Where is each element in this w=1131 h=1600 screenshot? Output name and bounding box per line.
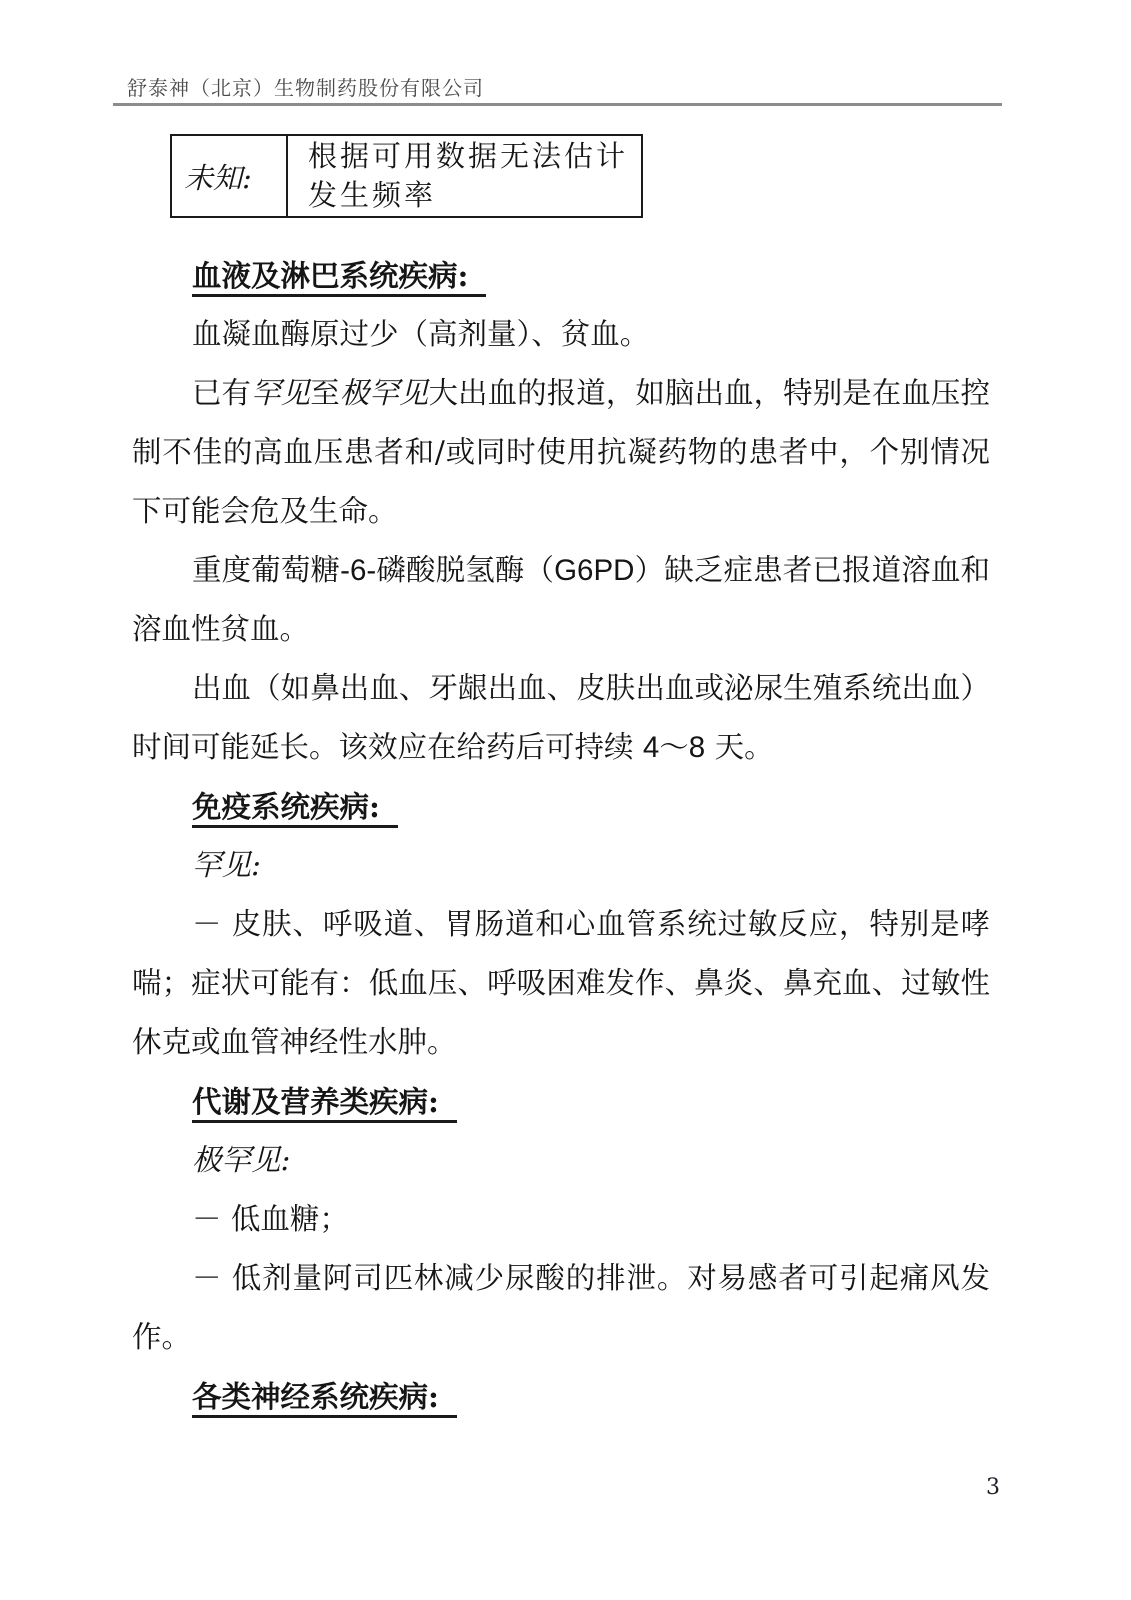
- text-run: 已有: [192, 376, 252, 410]
- document-body: [132, 128, 990, 1426]
- heading-underlined-text: [192, 1084, 457, 1123]
- paragraph: [132, 659, 990, 777]
- text-blocks: [132, 246, 990, 1426]
- text-run: 磷酸脱氢酶（: [376, 553, 555, 587]
- frequency-table: [170, 134, 643, 218]
- header-divider: [113, 103, 1002, 106]
- section-heading: [132, 777, 990, 836]
- frequency-term-cell: 未知:: [171, 135, 287, 217]
- text-run: 罕见:: [192, 848, 261, 882]
- text-run: 免疫系统疾病:: [192, 789, 380, 824]
- paragraph: [132, 895, 990, 1072]
- section-heading: [132, 1072, 990, 1131]
- section-heading: [132, 246, 990, 305]
- heading-underlined-text: [192, 1379, 457, 1418]
- text-run: 至: [310, 376, 340, 410]
- text-run: 代谢及营养类疾病:: [192, 1084, 439, 1119]
- paragraph: [132, 836, 990, 895]
- heading-underlined-text: [192, 789, 398, 828]
- paragraph: [132, 364, 990, 541]
- text-run: 天。: [705, 730, 774, 764]
- paragraph: [132, 541, 990, 659]
- text-run: 极罕见: [339, 376, 429, 410]
- text-run: 4～8: [642, 731, 706, 764]
- paragraph: [132, 305, 990, 364]
- text-run: 极罕见:: [192, 1143, 291, 1177]
- frequency-table-row: [171, 135, 642, 217]
- text-run: 罕见: [251, 376, 311, 410]
- text-run: 出血（如鼻出血、牙龈出血、皮肤出血或泌尿生殖系统出血）时间可能延长。该效应在给药后可持续: [132, 671, 990, 764]
- text-run: － 皮肤、呼吸道、胃肠道和心血管系统过敏反应，特别是哮喘；症状可能有：低血压、呼吸困难发作、鼻炎、鼻充血、过敏性休克或血管神经性水肿。: [132, 907, 990, 1059]
- text-run: 血液及淋巴系统疾病:: [192, 258, 469, 293]
- text-run: 各类神经系统疾病:: [192, 1379, 439, 1414]
- text-run: 大出血的报道，如脑出血，特别是在血压控制不佳的高血压患者和/或同时使用抗凝药物的患者中，个别情况下可能会危及生命。: [132, 376, 990, 528]
- text-run: － 低剂量阿司匹林减少尿酸的排泄。对易感者可引起痛风发作。: [132, 1261, 990, 1354]
- paragraph: [132, 1249, 990, 1367]
- frequency-table-body: [171, 135, 642, 217]
- company-header-text: 舒泰神（北京）生物制药股份有限公司: [127, 76, 484, 100]
- heading-underlined-text: [192, 258, 486, 297]
- text-run: － 低血糖；: [192, 1202, 349, 1236]
- paragraph: [132, 1131, 990, 1190]
- text-run: ）缺乏症患者已报道溶血和溶血性贫血。: [132, 553, 990, 646]
- frequency-definition-cell: 根据可用数据无法估计发生频率: [287, 135, 642, 217]
- text-run: 重度葡萄糖: [192, 553, 341, 587]
- paragraph: [132, 1190, 990, 1249]
- text-run: 血凝血酶原过少（高剂量）、贫血。: [192, 317, 650, 351]
- page-number: 3: [986, 1475, 1000, 1500]
- text-run: -6-: [340, 554, 377, 587]
- section-heading: [132, 1367, 990, 1426]
- text-run: G6PD: [554, 554, 635, 587]
